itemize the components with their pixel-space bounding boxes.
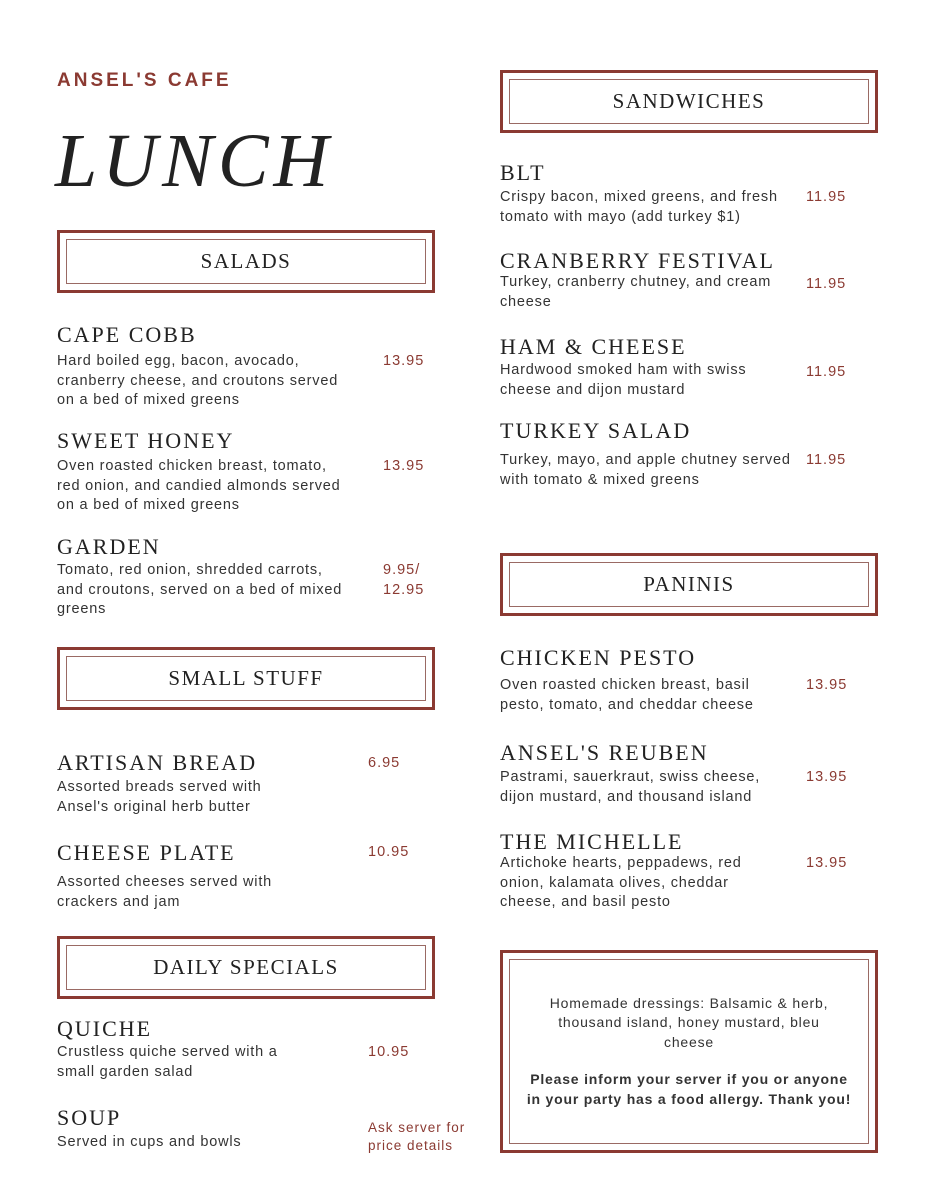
menu-item-name: CAPE COBB xyxy=(57,322,197,347)
sandwiches-header-box xyxy=(500,70,878,133)
menu-item-price: 11.95 xyxy=(806,452,847,468)
paninis-heading: PANINIS xyxy=(643,572,735,596)
daily-specials-header-box xyxy=(57,936,435,999)
menu-item-description: Turkey, mayo, and apple chutney served with tomato & mixed greens xyxy=(500,452,791,488)
menu-item-price: 9.95/ 12.95 xyxy=(383,562,425,598)
menu-item-price: 13.95 xyxy=(383,458,425,474)
menu-item-name: CRANBERRY FESTIVAL xyxy=(500,248,775,273)
menu-item-name: QUICHE xyxy=(57,1016,153,1041)
menu-item-price: 10.95 xyxy=(368,1044,410,1060)
menu-item-price: 6.95 xyxy=(368,755,401,771)
menu-item-description: Crispy bacon, mixed greens, and fresh tomato with mayo (add turkey $1) xyxy=(500,189,778,225)
paninis-header-box xyxy=(500,553,878,616)
menu-item-description: Assorted cheeses served with crackers and jam xyxy=(57,874,273,910)
menu-item-description: Oven roasted chicken breast, basil pesto, tomato, and cheddar cheese xyxy=(500,677,754,713)
menu-item-price: 10.95 xyxy=(368,844,410,860)
info-note-box xyxy=(500,950,878,1153)
menu-item-price: 13.95 xyxy=(806,855,848,871)
small-stuff-heading: SMALL STUFF xyxy=(168,666,324,690)
menu-item-description: Artichoke hearts, peppadews, red onion, kalamata olives, cheddar cheese, and basil pesto xyxy=(500,855,742,910)
menu-item-name: SOUP xyxy=(57,1105,122,1130)
menu-item-name: HAM & CHEESE xyxy=(500,334,687,359)
sandwiches-heading: SANDWICHES xyxy=(612,89,766,113)
menu-item-description: Tomato, red onion, shredded carrots, and croutons, served on a bed of mixed greens xyxy=(57,562,343,617)
allergy-note: Please inform your server if you or anyone in your party has a food allergy. Thank you! xyxy=(526,1071,852,1107)
small-stuff-header-box xyxy=(57,647,435,710)
salads-header-box xyxy=(57,230,435,293)
menu-item-name: ANSEL'S REUBEN xyxy=(500,740,709,765)
menu-item-price: 11.95 xyxy=(806,364,847,380)
menu-item-price: 13.95 xyxy=(806,677,848,693)
menu-item-price: 11.95 xyxy=(806,276,847,292)
menu-item-description: Hardwood smoked ham with swiss cheese and dijon mustard xyxy=(500,362,747,398)
menu-item-name: ARTISAN BREAD xyxy=(57,750,258,775)
menu-item-price: 13.95 xyxy=(383,353,425,369)
menu-item-description: Hard boiled egg, bacon, avocado, cranberry cheese, and croutons served on a bed of mixed greens xyxy=(57,353,339,408)
cafe-name: ANSEL'S CAFE xyxy=(57,70,232,91)
menu-item-price: 11.95 xyxy=(806,189,847,205)
menu-item-name: SWEET HONEY xyxy=(57,428,235,453)
menu-item-name: THE MICHELLE xyxy=(500,829,684,854)
menu-item-description: Turkey, cranberry chutney, and cream cheese xyxy=(500,274,772,310)
menu-item-name: GARDEN xyxy=(57,534,161,559)
menu-item-name: CHICKEN PESTO xyxy=(500,645,697,670)
menu-item-description: Crustless quiche served with a small garden salad xyxy=(57,1044,278,1080)
salads-heading: SALADS xyxy=(200,249,292,273)
daily-specials-heading: DAILY SPECIALS xyxy=(153,955,339,979)
menu-item-description: Served in cups and bowls xyxy=(57,1134,242,1150)
menu-item-name: TURKEY SALAD xyxy=(500,418,692,443)
menu-item-description: Pastrami, sauerkraut, swiss cheese, dijon mustard, and thousand island xyxy=(500,769,761,805)
menu-title: LUNCH xyxy=(55,119,334,203)
menu-item-name: BLT xyxy=(500,160,546,185)
menu-item-description: Oven roasted chicken breast, tomato, red onion, and candied almonds served on a bed of mixed greens xyxy=(57,458,341,513)
dressings-note: Homemade dressings: Balsamic & herb, thousand island, honey mustard, bleu cheese xyxy=(549,994,829,1050)
menu-item-description: Assorted breads served with Ansel's original herb butter xyxy=(57,779,262,815)
menu-item-price: Ask server for price details xyxy=(368,1120,466,1153)
menu-item-name: CHEESE PLATE xyxy=(57,840,236,865)
menu-item-price: 13.95 xyxy=(806,769,848,785)
